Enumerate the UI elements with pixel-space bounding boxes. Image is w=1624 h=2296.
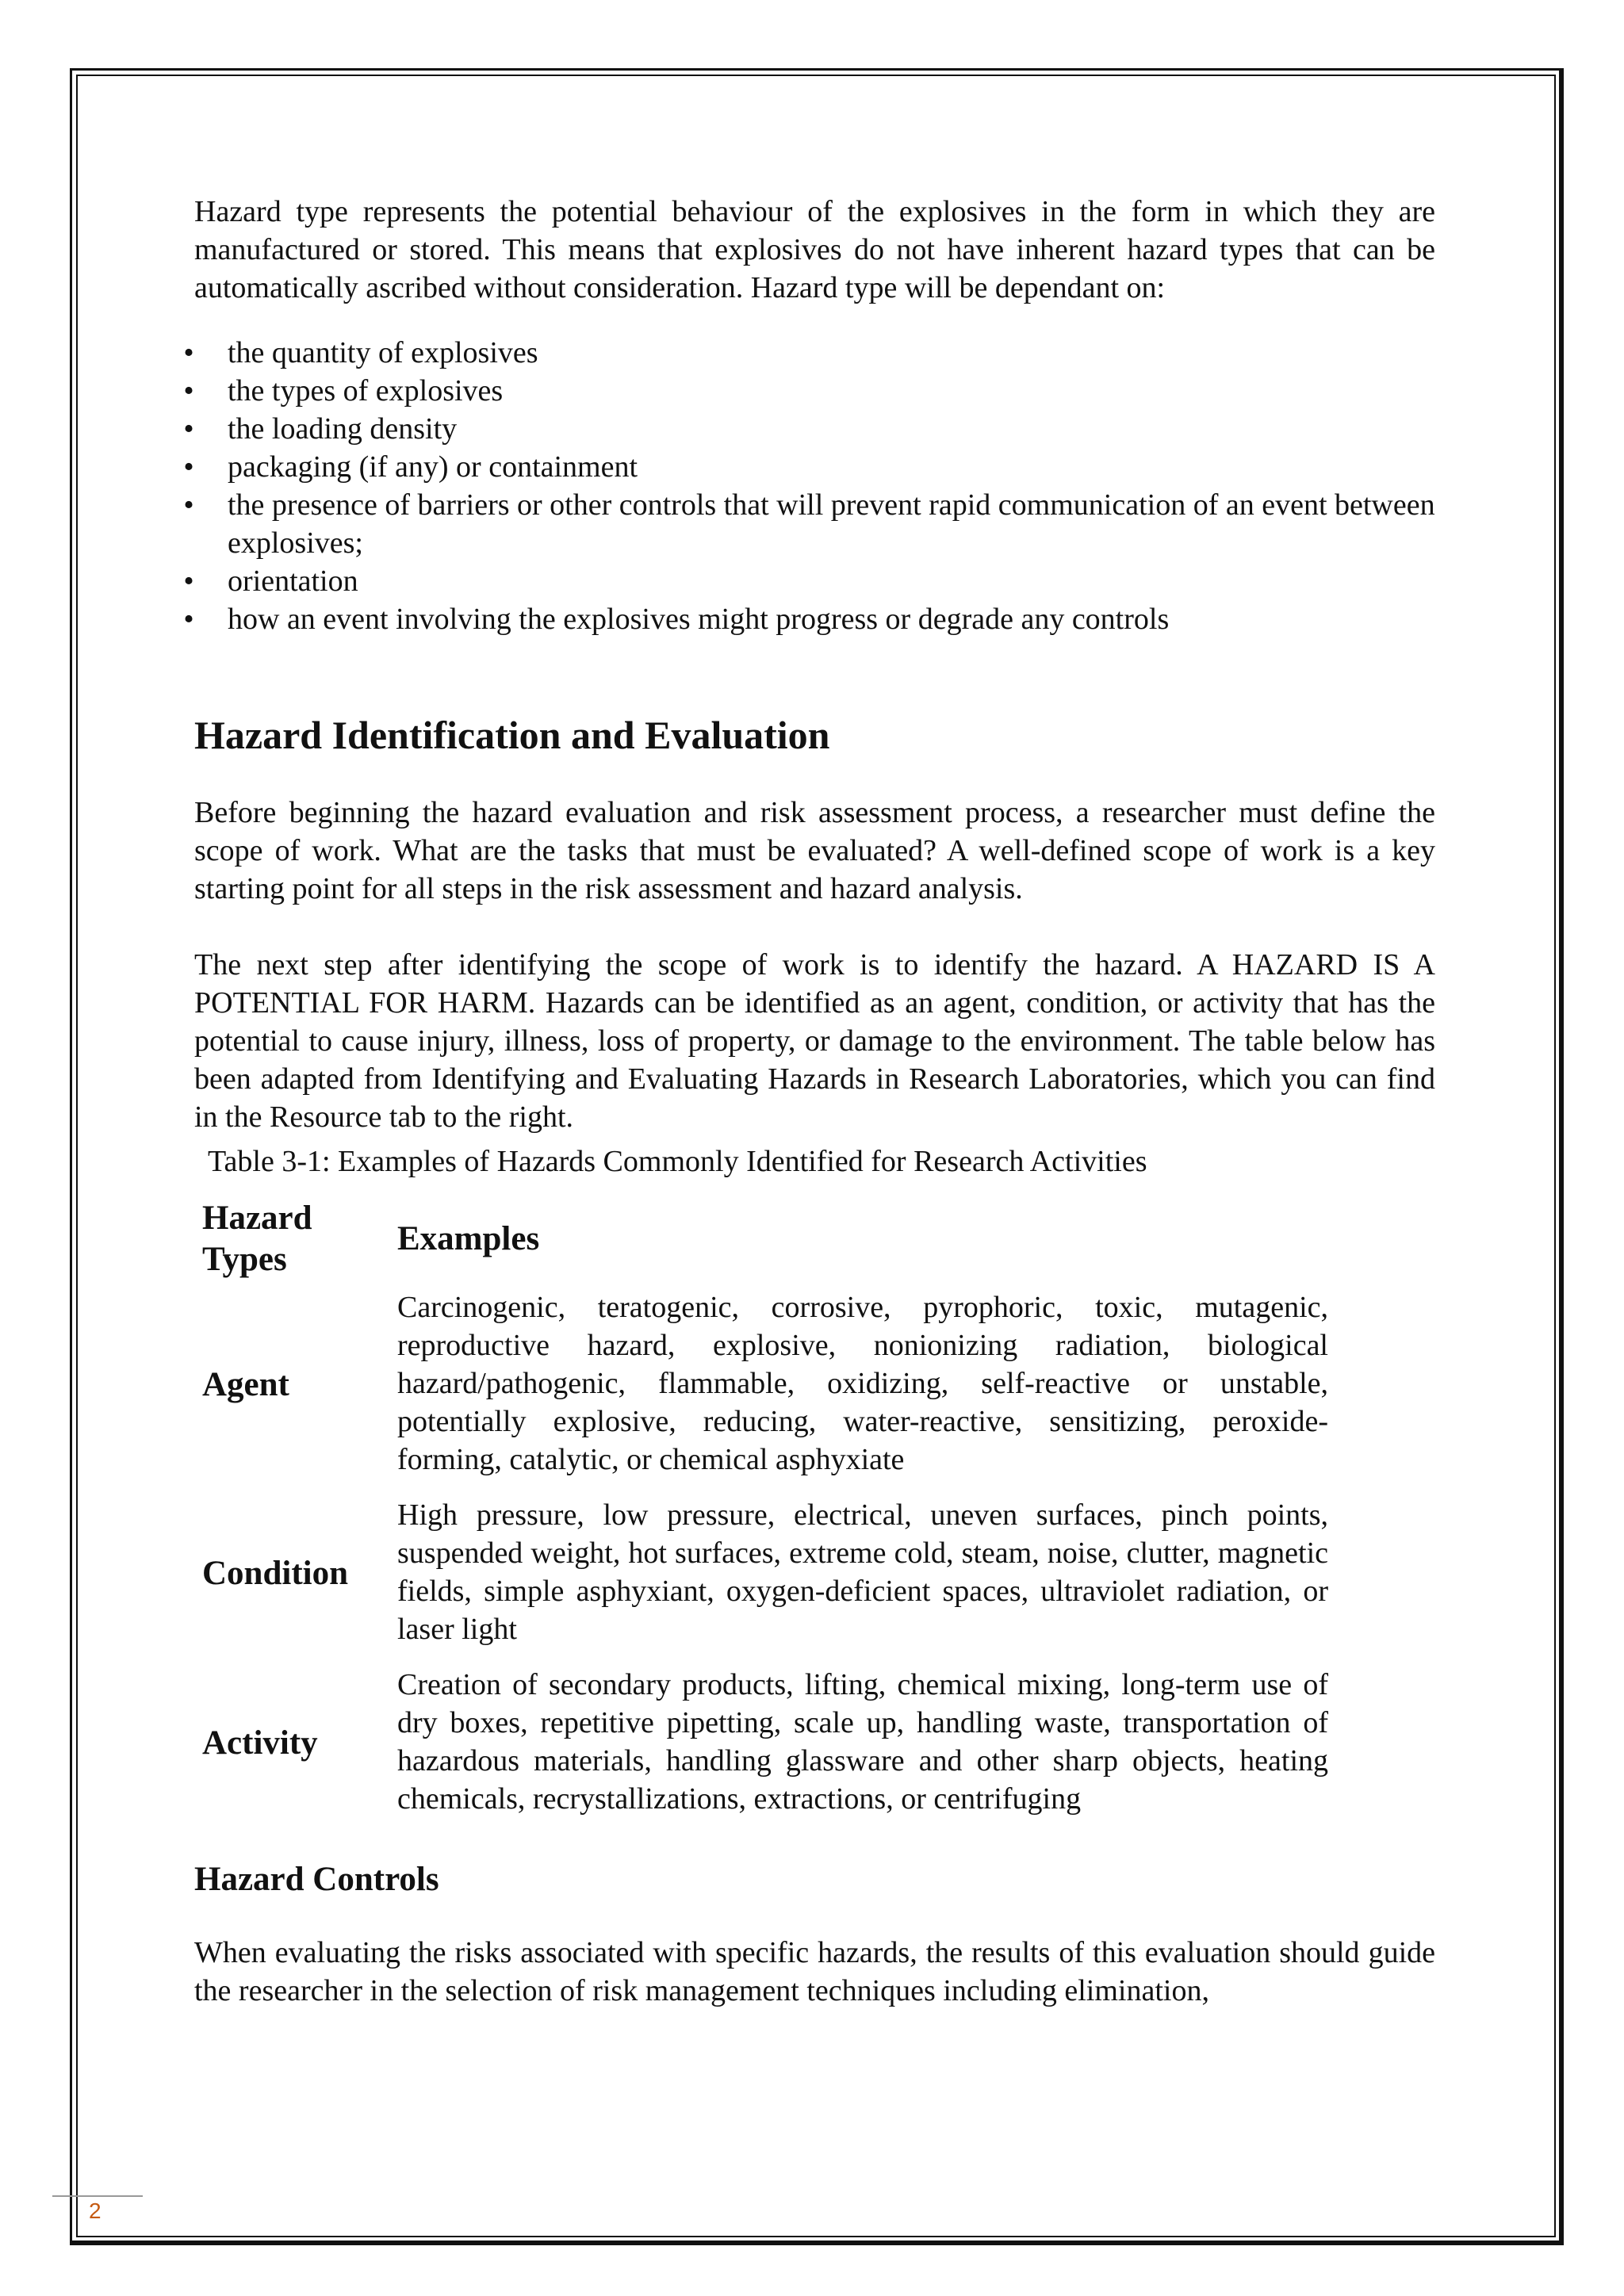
bullet-icon: • xyxy=(183,603,194,636)
hazard-examples-cell: Carcinogenic, teratogenic, corrosive, pyrophoric, toxic, mutagenic, reproductive hazard, explosive, nonionizing radiation, biological hazard/pathogenic, flammable, oxidizing, self-reactive or unstable, potentially explosive, reducing, water-reactive, sensitizing, peroxide-forming, catalytic, or chemical asphyxiate xyxy=(397,1291,1328,1476)
bullet-icon: • xyxy=(183,450,194,484)
list-item: • packaging (if any) or containment xyxy=(194,448,1435,486)
hazard-factor-list xyxy=(183,334,1435,638)
page-number: 2 xyxy=(89,2198,102,2223)
bullet-icon: • xyxy=(183,412,194,446)
bullet-icon: • xyxy=(183,488,194,522)
bullet-icon: • xyxy=(183,374,194,408)
intro-paragraph: Hazard type represents the potential behaviour of the explosives in the form in which they are manufactured or stored. This means that explosives do not have inherent hazard types that can be automatically ascribed without consideration. Hazard type will be dependant on: xyxy=(194,195,1435,304)
table-row xyxy=(202,1488,1328,1658)
list-item: • the presence of barriers or other controls that will prevent rapid communication of an event between explosives; xyxy=(194,486,1435,562)
bullet-icon: • xyxy=(183,564,194,598)
table-row xyxy=(202,1280,1328,1488)
header-examples: Examples xyxy=(397,1220,540,1257)
list-item: • the quantity of explosives xyxy=(194,334,1435,372)
list-item: • how an event involving the explosives might progress or degrade any controls xyxy=(194,600,1435,638)
header-hazard-types: Hazard Types xyxy=(202,1200,312,1278)
hazard-type-cell: Agent xyxy=(202,1365,289,1403)
list-item: • orientation xyxy=(194,562,1435,600)
footer-divider xyxy=(52,2195,143,2197)
table-caption: Table 3-1: Examples of Hazards Commonly Identified for Research Activities xyxy=(208,1145,1147,1178)
bullet-icon: • xyxy=(183,336,194,369)
hazard-examples-cell: High pressure, low pressure, electrical, uneven surfaces, pinch points, suspended weight, hot surfaces, extreme cold, steam, noise, clutter, magnetic fields, simple asphyxiant, oxygen-deficient spaces, ultraviolet radiation, or laser light xyxy=(397,1498,1328,1646)
list-item: • the loading density xyxy=(194,410,1435,448)
hazard-definition-paragraph: The next step after identifying the scope of work is to identify the hazard. A HAZARD IS A POTENTIAL FOR HARM. Hazards can be identified as an agent, condition, or activity that has the potential to cause injury, illness, loss of property, or damage to the environment. The table below has been adapted from Identifying and Evaluating Hazards in Research Laboratories, which you can find in the Resource tab to the right. xyxy=(194,948,1435,1134)
controls-paragraph: When evaluating the risks associated with specific hazards, the results of this evaluation should guide the researcher in the selection of risk management techniques including elimination, xyxy=(194,1936,1435,2007)
table-row xyxy=(202,1658,1328,1827)
table-header-row xyxy=(202,1198,1328,1280)
list-item: • the types of explosives xyxy=(194,372,1435,410)
hazard-type-cell: Condition xyxy=(202,1554,349,1592)
hazard-examples-table xyxy=(202,1198,1328,1827)
section-heading-hazard-controls: Hazard Controls xyxy=(194,1861,439,1898)
hazard-type-cell: Activity xyxy=(202,1724,318,1762)
hazard-examples-cell: Creation of secondary products, lifting, chemical mixing, long-term use of dry boxes, repetitive pipetting, scale up, handling waste, transportation of hazardous materials, handling glassware and other sharp objects, heating chemicals, recrystallizations, extractions, or centrifuging xyxy=(397,1668,1328,1816)
section-heading-hazard-identification: Hazard Identification and Evaluation xyxy=(194,713,830,757)
page-content xyxy=(183,193,1435,2010)
scope-paragraph: Before beginning the hazard evaluation and risk assessment process, a researcher must define the scope of work. What are the tasks that must be evaluated? A well-defined scope of work is a key starting point for all steps in the risk assessment and hazard analysis. xyxy=(194,796,1435,905)
